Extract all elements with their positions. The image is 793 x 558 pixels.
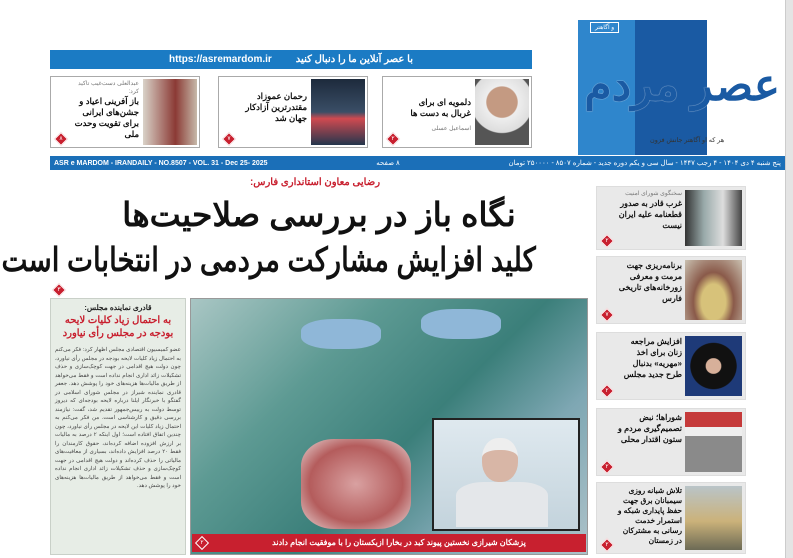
- card-photo: [685, 190, 742, 246]
- english-issue-info: ASR e MARDOM - IRANDAILY - NO.8507 - VOL. 31 - Dec 25- 2025: [54, 159, 268, 167]
- card-photo: [685, 260, 742, 320]
- card-title: تلاش شبانه روزی سیمبانان برق جهت حفظ پایداری شبکه و استمرار خدمت رسانی به مشترکان در زمستان: [617, 486, 682, 545]
- persian-issue-info: پنج شنبه ۴ دی ۱۴۰۴ - ۴ رجب ۱۴۴۷ - سال سی و یکم دوره جدید - شماره ۸۵۰۷ - ۲۵۰۰۰۰ تومان: [508, 160, 781, 167]
- banner-url[interactable]: https://asremardom.ir: [168, 54, 272, 65]
- page-badge: ۷: [222, 132, 236, 146]
- card-councils[interactable]: [596, 408, 746, 476]
- surgeon-cap: [421, 309, 501, 339]
- surgical-field: [301, 439, 411, 529]
- lead-kicker: رضایی معاون استانداری فارس:: [249, 177, 381, 188]
- budget-story[interactable]: [50, 298, 186, 555]
- page-badge: ۳: [52, 283, 66, 297]
- card-title: افزایش مراجعه زنان برای اخذ «مهریه» بدنبال طرح جدید مجلس: [623, 337, 682, 379]
- card-photo: [685, 486, 742, 550]
- teaser-celebrations[interactable]: [50, 76, 200, 148]
- teaser-byline: عبدالعلی دست‌غیب تاکید کرد:: [78, 81, 139, 95]
- teaser-title: دلمویه ای برای غربال به دست ها: [410, 97, 471, 118]
- banner-text: با عصر آنلاین ما را دنبال کنید: [295, 54, 413, 65]
- doctor-face: [482, 438, 518, 482]
- teaser-column[interactable]: [382, 76, 532, 148]
- author-photo: [475, 79, 529, 145]
- page-badge: ۲: [600, 460, 614, 474]
- online-banner[interactable]: [50, 50, 532, 69]
- doctor-gown: [456, 482, 548, 527]
- card-byline: سخنگوی شورای امنیت: [625, 191, 682, 197]
- issue-info-bar: [50, 156, 785, 170]
- teaser-title: باز آفرینی اعیاد و جشن‌های ایرانی برای تقویت وحدت ملی: [74, 96, 139, 139]
- teaser-photo: [143, 79, 197, 145]
- page-badge: ۲: [600, 384, 614, 398]
- card-photo: [685, 336, 742, 396]
- card-title: غرب قادر به صدور قطعنامه علیه ایران نیست: [618, 199, 682, 230]
- photo-caption: پزشکان شیرازی نخستین پیوند کبد در بخارا ازبکستان را با موفقیت انجام دادند: [212, 534, 586, 552]
- page-badge: ۷: [600, 308, 614, 322]
- teaser-byline: اسماعیل عسلی: [431, 126, 471, 132]
- lead-headline-line1[interactable]: نگاه باز در بررسی صلاحیت‌ها: [122, 196, 516, 233]
- teaser-wrestling[interactable]: [218, 76, 368, 148]
- page-badge: ۸: [54, 132, 68, 146]
- page-badge: ۲: [600, 234, 614, 248]
- lead-headline-line2[interactable]: کلید افزایش مشارکت مردمی در انتخابات است: [1, 241, 536, 278]
- story-title: به احتمال زیاد کلیات لایحه بودجه در مجلس رأی نیاورد: [62, 315, 174, 339]
- page-count: ۸ صفحه: [376, 160, 400, 167]
- card-mehrieh[interactable]: [596, 332, 746, 400]
- card-photo: [685, 412, 742, 472]
- page-edge: [785, 0, 793, 558]
- story-body: عضو کمیسیون اقتصادی مجلس اظهار کرد: فکر می‌کنم به احتمال زیاد کلیات لایحه بودجه در مجلس رأی نیاورد، چون دولت هیچ اقدامی در جهت کوچک‌سازی و حذف تشکیلات زائد اداری انجام نداده است و فقط می‌خواهد از طریق مالیات‌ها هزینه‌های خود را پوشش دهد. جعفر قادری نماینده شیراز در مجلس شورای اسلامی در گفتگو با خبرنگار ایلنا درباره لایحه بودجه‌ای که دیروز توسط دولت به رییس‌جمهور تقدیم شد، گفت: نیازمند بررسی دقیق و کارشناسی است. من فکر می‌کنم به احتمال زیاد کلیات این لایحه در مجلس رأی نیاورد، چون چندین اتفاق افتاده است؛ اول اینکه ۲ درصد به مالیات بر ارزش افزوده اضافه کرده‌اند، حقوق کارمندان را فقط ۲۰ درصد افزایش داده‌اند، بسیاری از معافیت‌های مالیاتی را حذف کرده‌اند و دولت هیچ اقدامی در جهت کوچک‌سازی و حذف تشکیلات زائد اداری انجام نداده است و فقط می‌خواهد از طریق مالیات‌ها هزینه‌های خود را پوشش دهد.: [55, 347, 181, 489]
- card-title: شوراها؛ نبض تصمیم‌گیری مردم و ستون اقتدار محلی: [618, 413, 682, 444]
- surgeon-cap: [301, 319, 381, 349]
- logo-wordmark: عصر مردم: [584, 61, 780, 110]
- logo-badge: و آگاهتر: [590, 22, 619, 33]
- page-badge: ۲: [600, 538, 614, 552]
- page-badge: ۲: [386, 132, 400, 146]
- lead-headline-line2-box[interactable]: [1, 238, 588, 282]
- masthead-slogan: هر که او آگاهتر جانش فزون: [650, 137, 725, 144]
- story-kicker: قادری نماینده مجلس:: [84, 303, 152, 312]
- doctor-inset-photo: [432, 418, 580, 531]
- card-zurkhaneh[interactable]: [596, 256, 746, 324]
- teaser-title: رحمان عموزاد مقتدرترین آزادکار جهان شد: [245, 91, 307, 123]
- page-badge: ۲: [195, 536, 209, 550]
- lead-headline-line1-box[interactable]: [50, 193, 588, 237]
- card-security-council[interactable]: [596, 186, 746, 250]
- card-title: برنامه‌ریزی جهت مرمت و معرفی زورخانه‌های تاریخی فارس: [618, 261, 682, 303]
- card-power-workers[interactable]: [596, 482, 746, 554]
- teaser-photo: [311, 79, 365, 145]
